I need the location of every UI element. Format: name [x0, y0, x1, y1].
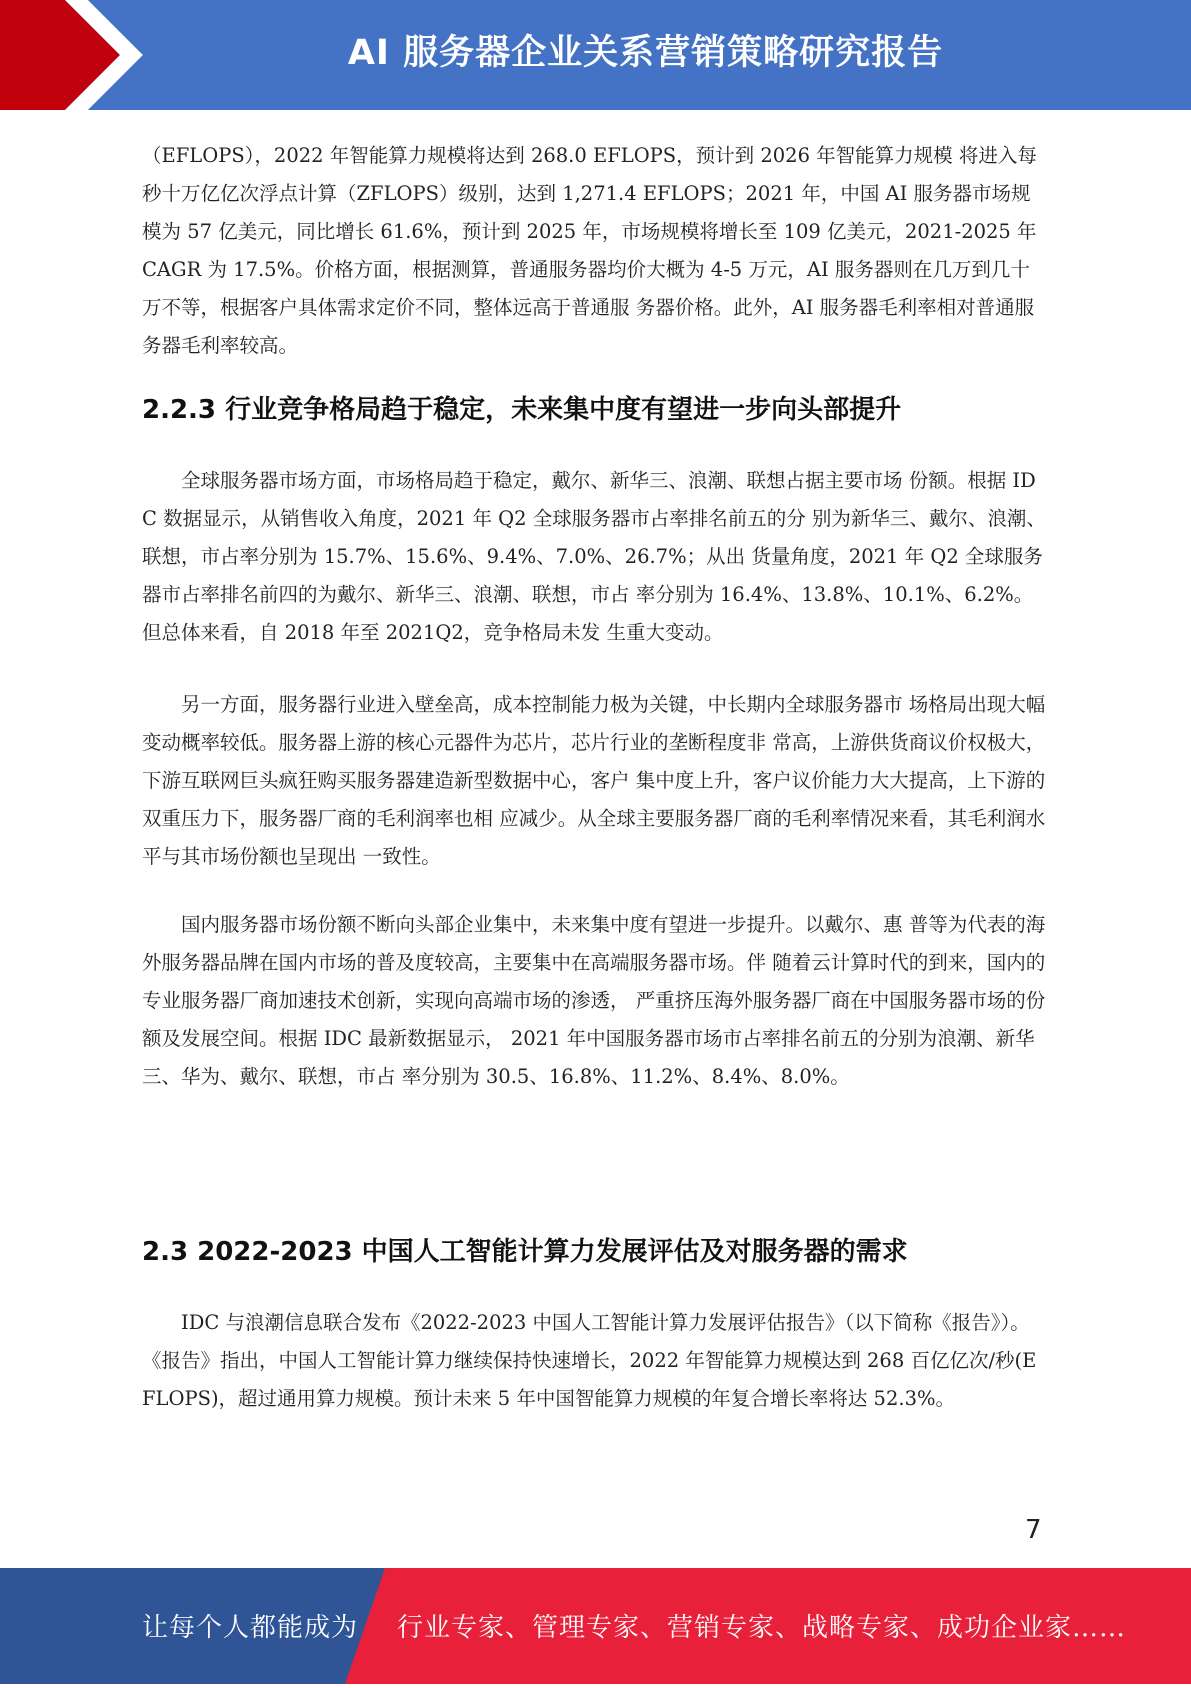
footer-banner	[0, 1568, 1191, 1684]
paragraph: 国内服务器市场份额不断向头部企业集中，未来集中度有望进一步提升。以戴尔、惠 普等为代表的海外服务器品牌在国内市场的普及度较高，主要集中在高端服务器市场。伴 随着云计算时代的到来，国内的专业服务器厂商加速技术创新，实现向高端市场的渗透， 严重挤压海外服务器厂商在中国服务器市场的份额及发展空间。根据 IDC 最新数据显示， 2021 年中国服务器市场市占率排名前五的分别为浪潮、新华三、华为、戴尔、联想，市占 率分别为 30.5、16.8%、11.2%、8.4%、8.0%。	[142, 913, 1046, 1088]
paragraph: IDC 与浪潮信息联合发布《2022-2023 中国人工智能计算力发展评估报告》（以下简称《报告》）。《报告》指出，中国人工智能计算力继续保持快速增长，2022 年智能算力规模达到 268 百亿亿次/秒(EFLOPS)，超过通用算力规模。预计未来 5 年中国智能算力规模的年复合增长率将达 52.3%。	[142, 1311, 1037, 1410]
intro-paragraph: （EFLOPS），2022 年智能算力规模将达到 268.0 EFLOPS，预计到 2026 年智能算力规模 将进入每秒十万亿亿次浮点计算（ZFLOPS）级别，达到 1,271.4 EFLOPS；2021 年，中国 AI 服务器市场规模为 57 亿美元，同比增长 61.6%，预计到 2025 年，市场规模将增长至 109 亿美元，2021-2025 年 CAGR 为 17.5%。价格方面，根据测算，普通服务器均价大概为 4-5 万元，AI 服务器则在几万到几十万不等，根据客户具体需求定价不同，整体远高于普通服 务器价格。此外，AI 服务器毛利率相对普通服务器毛利率较高。	[142, 144, 1037, 357]
paragraph: 全球服务器市场方面，市场格局趋于稳定，戴尔、新华三、浪潮、联想占据主要市场 份额。根据 IDC 数据显示，从销售收入角度，2021 年 Q2 全球服务器市占率排名前五的分 别为新华三、戴尔、浪潮、联想，市占率分别为 15.7%、15.6%、9.4%、7.0%、26.7%；从出 货量角度，2021 年 Q2 全球服务器市占率排名前四的为戴尔、新华三、浪潮、联想，市占 率分别为 16.4%、13.8%、10.1%、6.2%。但总体来看，自 2018 年至 2021Q2，竞争格局未发 生重大变动。	[142, 469, 1046, 644]
section-heading-2-2-3: 2.2.3 行业竞争格局趋于稳定，未来集中度有望进一步向头部提升	[142, 395, 902, 425]
footer-slogan-right: 行业专家、管理专家、营销专家、战略专家、成功企业家……	[397, 1613, 1127, 1643]
paragraph: 另一方面，服务器行业进入壁垒高，成本控制能力极为关键，中长期内全球服务器市 场格局出现大幅变动概率较低。服务器上游的核心元器件为芯片，芯片行业的垄断程度非 常高，上游供货商议价权极大，下游互联网巨头疯狂购买服务器建造新型数据中心，客户 集中度上升，客户议价能力大大提高，上下游的双重压力下，服务器厂商的毛利润率也相 应减少。从全球主要服务器厂商的毛利率情况来看，其毛利润水平与其市场份额也呈现出 一致性。	[142, 693, 1046, 868]
footer-slogan-left: 让每个人都能成为	[142, 1613, 359, 1643]
header-banner	[0, 0, 1191, 110]
page-number: 7	[1025, 1515, 1042, 1545]
report-title: AI 服务器企业关系营销策略研究报告	[347, 33, 944, 73]
header-chevron-icon	[0, 0, 160, 110]
section-heading-2-3: 2.3 2022-2023 中国人工智能计算力发展评估及对服务器的需求	[142, 1237, 908, 1267]
